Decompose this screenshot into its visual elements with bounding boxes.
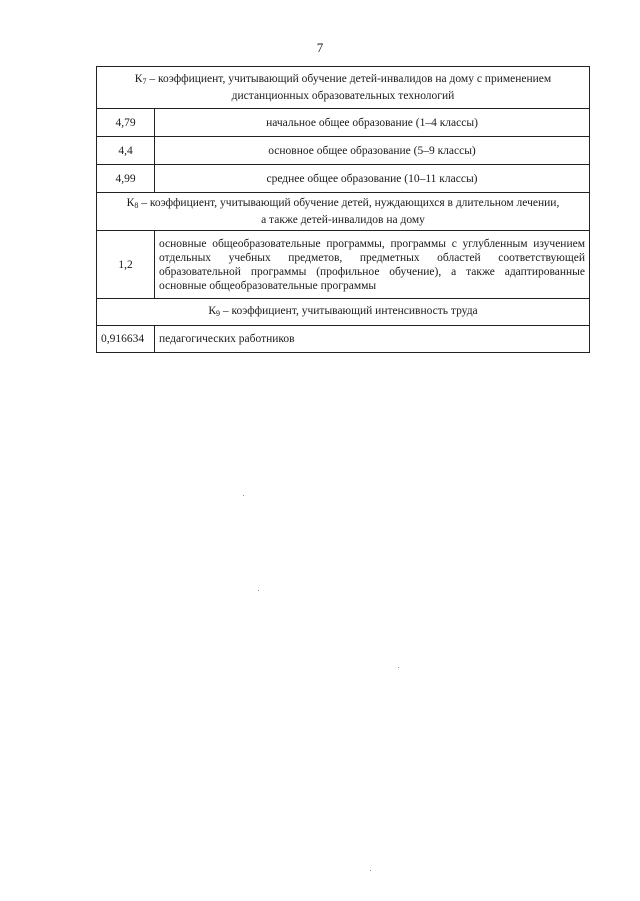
k9-description: педагогических работников bbox=[155, 326, 590, 353]
k7-symbol: К bbox=[134, 73, 143, 85]
k7-desc-primary: начальное общее образование (1–4 классы) bbox=[155, 109, 590, 137]
k8-value: 1,2 bbox=[97, 231, 155, 299]
table-row bbox=[97, 109, 590, 137]
k8-header bbox=[97, 193, 590, 231]
k8-title-line2: а также детей-инвалидов на дому bbox=[261, 214, 425, 226]
table-row bbox=[97, 231, 590, 299]
k7-value-basic: 4,4 bbox=[97, 137, 155, 165]
k7-desc-basic: основное общее образование (5–9 классы) bbox=[155, 137, 590, 165]
coefficients-table bbox=[96, 66, 590, 353]
k7-title-line2: дистанционных образовательных технологий bbox=[231, 90, 455, 102]
k7-header bbox=[97, 67, 590, 109]
k7-title-line1: – коэффициент, учитывающий обучение детей-инвалидов на дому с применением bbox=[146, 73, 552, 85]
scan-speck bbox=[243, 495, 244, 496]
scan-speck bbox=[370, 870, 371, 871]
scan-speck bbox=[398, 667, 399, 668]
table-row bbox=[97, 165, 590, 193]
page-number: 7 bbox=[316, 40, 324, 55]
table-row bbox=[97, 326, 590, 353]
k9-title: – коэффициент, учитывающий интенсивность труда bbox=[220, 304, 478, 317]
k8-title-line1: – коэффициент, учитывающий обучение детей, нуждающихся в длительном лечении, bbox=[138, 197, 560, 209]
k7-desc-secondary: среднее общее образование (10–11 классы) bbox=[155, 165, 590, 193]
k7-value-primary: 4,79 bbox=[97, 109, 155, 137]
k8-symbol: К bbox=[126, 197, 135, 209]
k9-header bbox=[97, 299, 590, 326]
scan-speck bbox=[258, 590, 259, 591]
table-row bbox=[97, 137, 590, 165]
k9-index: 9 bbox=[216, 308, 220, 318]
k9-value: 0,916634 bbox=[97, 326, 155, 353]
k7-value-secondary: 4,99 bbox=[97, 165, 155, 193]
k8-description: основные общеобразовательные программы, программы с углубленным изучением отдельных учебных предметов, предметных областей соответствующей образовательной программы (профильное обучение), а также адаптированные основные общеобразовательные программы bbox=[155, 231, 590, 299]
k9-symbol: К bbox=[208, 304, 216, 317]
k7-header-row bbox=[97, 67, 590, 109]
k7-index: 7 bbox=[142, 77, 147, 86]
k8-header-row bbox=[97, 193, 590, 231]
k9-header-row bbox=[97, 299, 590, 326]
k8-index: 8 bbox=[134, 201, 139, 210]
